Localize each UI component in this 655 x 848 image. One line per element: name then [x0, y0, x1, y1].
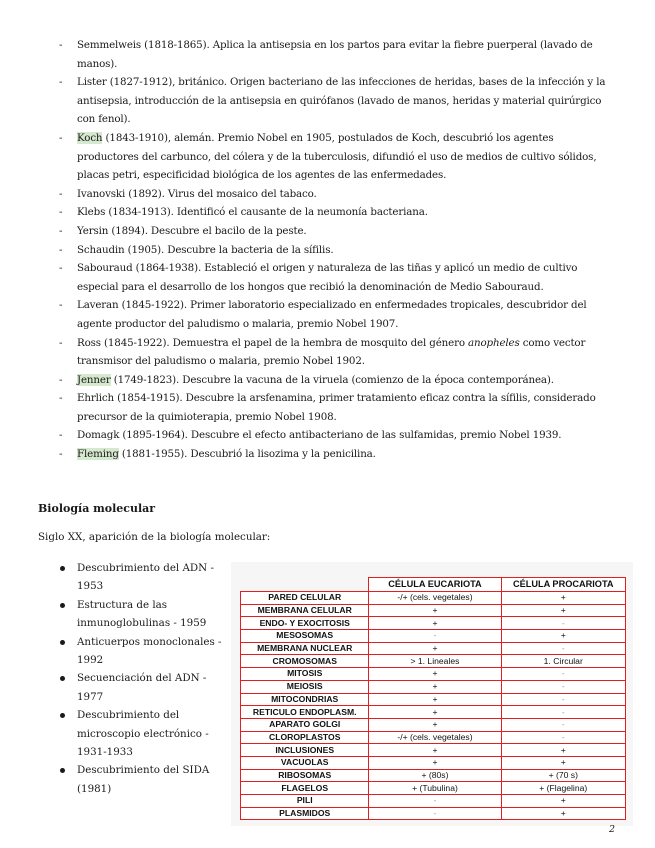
- eukaryote-cell: + (Tubulina): [369, 782, 501, 795]
- eukaryote-cell: +: [369, 706, 501, 719]
- prokaryote-cell: +: [501, 807, 626, 820]
- dash-marker: -: [59, 429, 63, 442]
- table-row: [241, 668, 626, 681]
- list-item-text: Secuenciación del ADN - 1977: [77, 672, 207, 703]
- highlighted-name: Fleming: [77, 448, 119, 461]
- list-item: [0, 241, 655, 260]
- row-label: VACUOLAS: [241, 756, 369, 769]
- table-row: [241, 617, 626, 630]
- row-label: RIBOSOMAS: [241, 769, 369, 782]
- row-label: CROMOSOMAS: [241, 655, 369, 668]
- list-item-text: (1843-1910), alemán. Premio Nobel en 1905, postulados de Koch, descubrió los agentes productores del carbunco, del cólera y de la tuberculosis, difundió el uso de medios de cultivo sólidos, placas petri, especificidad biológica de los agentes de las enfermedades.: [77, 131, 597, 182]
- row-label: MEMBRANA NUCLEAR: [241, 642, 369, 655]
- table-row: [241, 680, 626, 693]
- table-row: [241, 744, 626, 757]
- dash-marker: -: [59, 206, 63, 219]
- list-item: [0, 203, 655, 222]
- row-label: INCLUSIONES: [241, 744, 369, 757]
- dash-marker: -: [59, 187, 63, 200]
- list-item: [0, 669, 225, 706]
- bullet-dot-icon: [60, 566, 65, 571]
- highlighted-name: Jenner: [77, 373, 111, 386]
- eukaryote-cell: -: [369, 630, 501, 643]
- list-item-text: Descubrimiento del ADN - 1953: [77, 562, 214, 593]
- row-label: APARATO GOLGI: [241, 718, 369, 731]
- column-header-eukaryote: CÉLULA EUCARIOTA: [369, 578, 501, 592]
- row-label: ENDO- Y EXOCITOSIS: [241, 617, 369, 630]
- list-item: [0, 426, 655, 445]
- list-item-text: Laveran (1845-1922). Primer laboratorio especializado en enfermedades tropicales, descubridor del agente productor del paludismo o malaria, premio Nobel 1907.: [77, 299, 587, 330]
- list-item: [0, 761, 225, 798]
- dash-marker: -: [59, 448, 63, 461]
- list-item-text: Domagk (1895-1964). Descubre el efecto antibacteriano de las sulfamidas, premio Nobel 1939.: [77, 429, 562, 442]
- list-item-text: (1881-1955). Descubrió la lisozima y la penicilina.: [118, 448, 376, 461]
- list-item-text: Semmelweis (1818-1865). Aplica la antisepsia en los partos para evitar la fiebre puerperal (lavado de manos).: [77, 39, 593, 70]
- list-item: [0, 389, 655, 426]
- eukaryote-cell: +: [369, 642, 501, 655]
- prokaryote-cell: -: [501, 718, 626, 731]
- table-body: [241, 592, 626, 820]
- dash-marker: -: [59, 76, 63, 89]
- dash-marker: -: [59, 39, 63, 51]
- row-label: FLAGELOS: [241, 782, 369, 795]
- prokaryote-cell: +: [501, 592, 626, 605]
- table-row: [241, 795, 626, 808]
- eukaryote-cell: -/+ (cels. vegetales): [369, 592, 501, 605]
- bullet-dot-icon: [60, 713, 65, 718]
- list-item-text: Klebs (1834-1913). Identificó el causante de la neumonía bacteriana.: [77, 206, 428, 219]
- dash-marker: -: [59, 131, 63, 144]
- list-item: [0, 559, 225, 596]
- section-intro: Siglo XX, aparición de la biología molecular:: [38, 531, 271, 543]
- dash-marker: -: [59, 262, 63, 275]
- bullet-dot-icon: [60, 603, 65, 608]
- eukaryote-cell: +: [369, 744, 501, 757]
- prokaryote-cell: +: [501, 756, 626, 769]
- cell-comparison-table: [240, 577, 626, 820]
- column-header-prokaryote: CÉLULA PROCARIOTA: [501, 578, 626, 592]
- table-row: [241, 782, 626, 795]
- history-list: [0, 36, 655, 464]
- table-row: [241, 693, 626, 706]
- dash-marker: -: [59, 373, 63, 386]
- list-item-text: Lister (1827-1912), británico. Origen bacteriano de las infecciones de heridas, bases de la infección y la antisepsia, introducción de la antisepsia en quirófanos (lavado de manos, heridas y material quirúrgico con fenol).: [77, 76, 606, 126]
- list-item-text: Sabouraud (1864-1938). Estableció el origen y naturaleza de las tiñas y aplicó un medio de cultivo especial para el desarrollo de los hongos que recibió la denominación de Medio Sabouraud.: [77, 262, 578, 293]
- dash-marker: -: [59, 224, 63, 237]
- row-label: PARED CELULAR: [241, 592, 369, 605]
- table-row: [241, 604, 626, 617]
- list-item-text: Descubrimiento del SIDA (1981): [77, 764, 210, 795]
- eukaryote-cell: +: [369, 604, 501, 617]
- list-item: [0, 73, 655, 129]
- prokaryote-cell: -: [501, 693, 626, 706]
- eukaryote-cell: > 1. Lineales: [369, 655, 501, 668]
- list-item: [0, 371, 655, 390]
- table-row: [241, 592, 626, 605]
- prokaryote-cell: -: [501, 706, 626, 719]
- eukaryote-cell: +: [369, 617, 501, 630]
- dash-marker: -: [59, 392, 63, 405]
- row-label: MEIOSIS: [241, 680, 369, 693]
- italic-term: anopheles: [468, 336, 520, 349]
- prokaryote-cell: -: [501, 617, 626, 630]
- table-row: [241, 756, 626, 769]
- prokaryote-cell: -: [501, 680, 626, 693]
- list-item-text: Descubrimiento del microscopio electrónico - 1931-1933: [77, 709, 209, 759]
- page-number: 2: [609, 824, 616, 835]
- list-item-text: Ross (1845-1922). Demuestra el papel de la hembra de mosquito del género: [77, 336, 469, 349]
- eukaryote-cell: -/+ (cels. vegetales): [369, 731, 501, 744]
- table-row: [241, 731, 626, 744]
- list-item-text: Schaudin (1905). Descubre la bacteria de la sífilis.: [77, 243, 334, 256]
- list-item: [0, 596, 225, 633]
- list-item: [0, 129, 655, 185]
- list-item-text: Ehrlich (1854-1915). Descubre la arsfenamina, primer tratamiento eficaz contra la sífilis, considerado precursor de la quimioterapia, premio Nobel 1908.: [77, 392, 596, 423]
- table-row: [241, 642, 626, 655]
- bullet-dot-icon: [60, 640, 65, 645]
- highlighted-name: Koch: [77, 131, 103, 144]
- prokaryote-cell: -: [501, 731, 626, 744]
- dash-marker: -: [59, 336, 63, 349]
- row-label: MITOCONDRIAS: [241, 693, 369, 706]
- dash-marker: -: [59, 299, 63, 312]
- eukaryote-cell: -: [369, 807, 501, 820]
- bullet-dot-icon: [60, 676, 65, 681]
- list-item: [0, 36, 655, 73]
- section-heading: Biología molecular: [38, 502, 156, 515]
- eukaryote-cell: +: [369, 756, 501, 769]
- prokaryote-cell: -: [501, 668, 626, 681]
- prokaryote-cell: 1. Circular: [501, 655, 626, 668]
- row-label: MITOSIS: [241, 668, 369, 681]
- table-row: [241, 807, 626, 820]
- list-item-text: Estructura de las inmunoglobulinas - 1959: [77, 598, 207, 630]
- row-label: CLOROPLASTOS: [241, 731, 369, 744]
- list-item: [0, 334, 655, 371]
- list-item: [0, 445, 655, 464]
- list-item-text: Yersin (1894). Descubre el bacilo de la peste.: [77, 224, 307, 237]
- table-header-row: [241, 578, 626, 592]
- dash-marker: -: [59, 243, 63, 256]
- list-item-text: (1749-1823). Descubre la vacuna de la viruela (comienzo de la época contemporánea).: [110, 373, 554, 386]
- prokaryote-cell: +: [501, 744, 626, 757]
- prokaryote-cell: +: [501, 604, 626, 617]
- eukaryote-cell: -: [369, 795, 501, 808]
- row-label: MESOSOMAS: [241, 630, 369, 643]
- eukaryote-cell: +: [369, 718, 501, 731]
- table-row: [241, 769, 626, 782]
- row-label: PLASMIDOS: [241, 807, 369, 820]
- list-item-text: como vector transmisor del paludismo o malaria, premio Nobel 1902.: [77, 336, 586, 368]
- table-row: [241, 630, 626, 643]
- list-item-text: Anticuerpos monoclonales - 1992: [77, 635, 222, 667]
- eukaryote-cell: +: [369, 693, 501, 706]
- row-label: MEMBRANA CELULAR: [241, 604, 369, 617]
- table-row: [241, 706, 626, 719]
- list-item-text: Ivanovski (1892). Virus del mosaico del tabaco.: [77, 187, 317, 200]
- list-item: [0, 633, 225, 670]
- cell-comparison-image: [231, 562, 633, 826]
- list-item: [0, 296, 655, 333]
- row-label: PILI: [241, 795, 369, 808]
- table-row: [241, 655, 626, 668]
- list-item: [0, 706, 225, 761]
- list-item: [0, 259, 655, 296]
- list-item: [0, 185, 655, 204]
- eukaryote-cell: +: [369, 680, 501, 693]
- table-row: [241, 718, 626, 731]
- bullet-dot-icon: [60, 768, 65, 773]
- prokaryote-cell: -: [501, 642, 626, 655]
- prokaryote-cell: +: [501, 795, 626, 808]
- row-label: RETICULO ENDOPLASM.: [241, 706, 369, 719]
- eukaryote-cell: + (80s): [369, 769, 501, 782]
- prokaryote-cell: +: [501, 630, 626, 643]
- list-item: [0, 222, 655, 241]
- prokaryote-cell: + (70 s): [501, 769, 626, 782]
- eukaryote-cell: +: [369, 668, 501, 681]
- table-corner: [241, 578, 369, 592]
- milestones-list: [0, 559, 225, 798]
- prokaryote-cell: + (Flagelina): [501, 782, 626, 795]
